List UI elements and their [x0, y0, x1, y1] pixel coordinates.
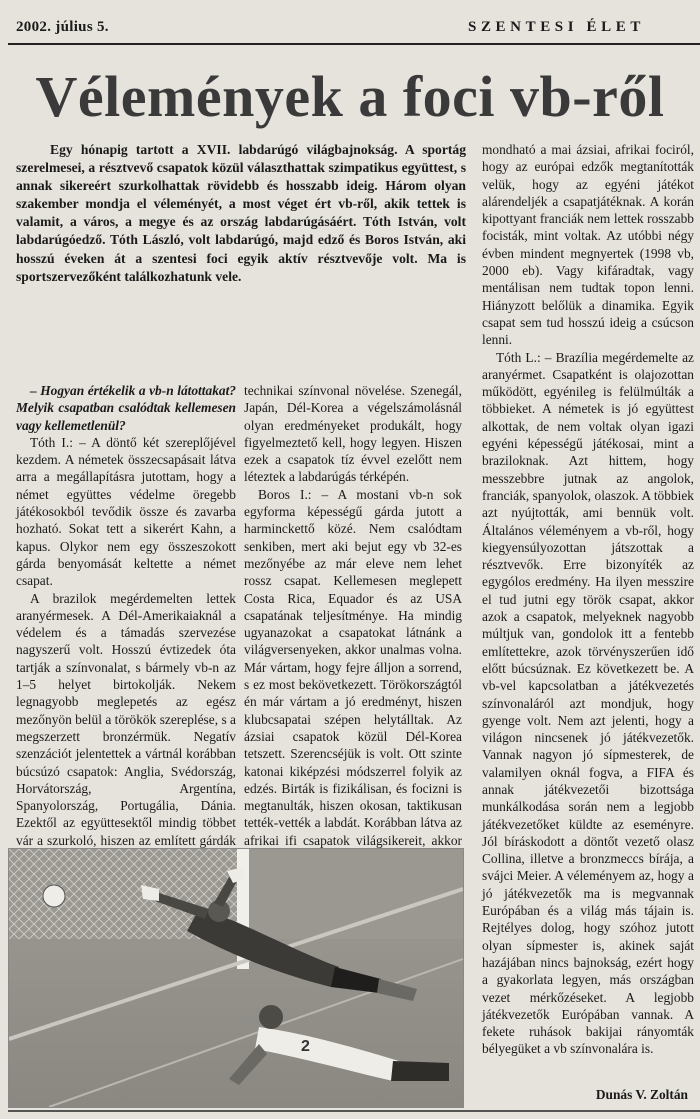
issue-date: 2002. július 5.	[16, 19, 109, 35]
goalkeeper-photo	[8, 848, 464, 1108]
article-column-2	[244, 382, 462, 884]
paragraph: Tóth I.: – A döntő két szereplőjével kezdem. A németek összecsapásait látva arra a megállapításra jutottam, hogy a német együttes védelme öregebb játékosokból tevődik össze és zavarba hozható. Sokat tett a sikerért Kahn, a kapus. Olykor nem egy összeszokott gárda benyomását keltette a német csapat.	[16, 434, 236, 589]
shirt-number: 2	[301, 1038, 310, 1055]
article-column-3	[482, 141, 694, 1058]
goalkeeper-photo-image	[9, 849, 463, 1107]
paper-name: SZENTESI ÉLET	[468, 19, 645, 35]
paragraph: Tóth L.: – Brazília megérdemelte az aranyérmet. Csapatként is olajozottan működött, egyénileg is felülmúlták a többieket. A németek is jó együttest alkottak, de nem voltak olyan igazi egyéni képességű játékosai, mint a braziloknak. Azt hittem, hogy messzebbre jutnak az angolok, franciák, spanyolok, olaszok. A többiek azt nyújtották, ami bennük volt. Általános véleményem a vb-ről, hogy kiegyensúlyozottan játszottak a résztvevők. Erre bizonyíték az egygólos eredmény. Ha ilyen messzire el tud jutni egy török csapat, akkor azok a csapatok, melyeknek nagyobb múltjuk van, gondolok itt a fentebb említettekre, azok törvényszerűen idő előtt búcsúznak. Ez következett be. A vb-vel kapcsolatban a játékvezetés színvonaláról azt mondjuk, hogy gyenge volt. Nem azt jelenti, hogy a világon nincsenek jó játékvezetők. Vannak nagyon jó sípmesterek, de valamilyen oknál fogva, a FIFA és annak játékvezetői bizottsága munkálkodása során nem a legjobb játékvezetőket küldte az eseményre. Jól bíráskodott a döntőt vezető olasz Collina, illetve a bronzmeccs bírája, a svájci Meier. A véleményem az, hogy a jó játékvezetők ma is megvannak Európában és a világ más tájain is. Rejtélyes dolog, hogy szóhoz jutott olyan sípmester is, akinek saját hazájában nincs bajnokság, ezért hogy a gyakorlata legyen, más országban vezet mérkőzéseket. A legjobb játékvezetők Európában vannak. A fekete ruhások bakijai rányomták bélyegüket a vb színvonalára is.	[482, 349, 694, 1057]
header-rule	[8, 43, 700, 45]
interview-question: – Hogyan értékelik a vb-n látottakat? Melyik csapatban csalódtak kellemesen vagy kellemetlenül?	[16, 383, 236, 433]
paragraph: Boros I.: – A mostani vb-n sok egyforma képességű gárda jutott a harminckettő közé. Nem csalódtam senkiben, mert aki bejut egy vb 32-es mezőnyébe az már eleve nem lehet rossz csapat. Kellemesen meglepett Costa Rica, Equador és az USA csapatának teljesítménye. Ha mindig ugyanazokat a csapatokat látnánk a világversenyeken, akkor unalmas volna. Már vártam, hogy fejre álljon a sorrend, s ez most bekövetkezett. Törökországtól én már vártam a jó eredményt, hiszen klubcsapatai szépen helytálltak. Az ázsiai csapatok közül Dél-Korea tetszett. Szerencséjük is volt. Ott szinte katonai kiképzési módszerrel folyik az edzés. Birták is fizikálisan, és focizni is megtanulták, hiszen okosan, taktikusan tették-vették a labdát. Korábban látva az afrikai ifi csapatok világsikereit, akkor	[244, 486, 462, 848]
article-byline: Dunás V. Zoltán	[595, 1087, 688, 1102]
bottom-rule	[8, 1110, 700, 1112]
paragraph: mondható a mai ázsiai, afrikai fociról, hogy az európai edzők megtanították velük, hogy az egyéni játékot alárendeljék a csapatjátéknak. A korán kipottyant franciák nem lettek rosszabb focisták, mint voltak. Az utóbbi négy évben mindent megnyertek (1998 vb, 2000 eb). Vagy kifáradtak, vagy mentálisan nem tudtak topon lenni. Hiányzott belőlük a dinamika. Egyik csapat sem tud hosszú ideig a csúcson lenni.	[482, 142, 694, 348]
article-lead: Egy hónapig tartott a XVII. labdarúgó világbajnokság. A sportág szerelmesei, a résztvevő csapatok közül választhattak szimpatikus együttest, s annak sikereért szurkolhattak rövidebb és hosszabb ideig. Három olyan szakember mondja el véleményét, a most véget ért vb-ről, akik tettek is valamit, a város, a megye és az ország labdarúgásáért. Tóth István, volt labdarúgóedző. Tóth László, volt labdarúgó, majd edző és Boros István, aki hosszú éveken át a szentesi foci egyik aktív résztvevője volt. Ma is sportszervezőként találkozhatunk vele.	[16, 142, 466, 284]
paragraph: A brazilok megérdemelten lettek aranyérmesek. A Dél-Amerikaiaknál a védelem és a támadás szervezése nagyszerű volt. Hosszú évtizedek óta tartják a színvonalat, s bármely vb-n az 1–5 helyet birtokolják. Nekem legnagyobb meglepetés az egész mezőnyön belül a törökök szereplése, s a megszerzett bronzérmük. Negatív szenzációt jelentettek a vártnál korábban búcsúzó csapatok: Anglia, Svédország, Horvátország, Argentína, Spanyolország, Portugália, Dánia. Ezektől az együttesektől mindig többet vár a szurkoló, hiszen az említett gárdák	[16, 590, 236, 848]
paragraph: technikai színvonal növelése. Szenegál, Japán, Dél-Korea a végelszámolásnál olyan eredményeket produkált, hogy figyelmeztető kell, hogy legyen. Hiszen ezek a csapatok tíz évvel ezelőtt nem léteztek a labdarúgás térképén.	[244, 383, 462, 485]
article-title: Vélemények a foci vb-ről	[35, 64, 665, 129]
